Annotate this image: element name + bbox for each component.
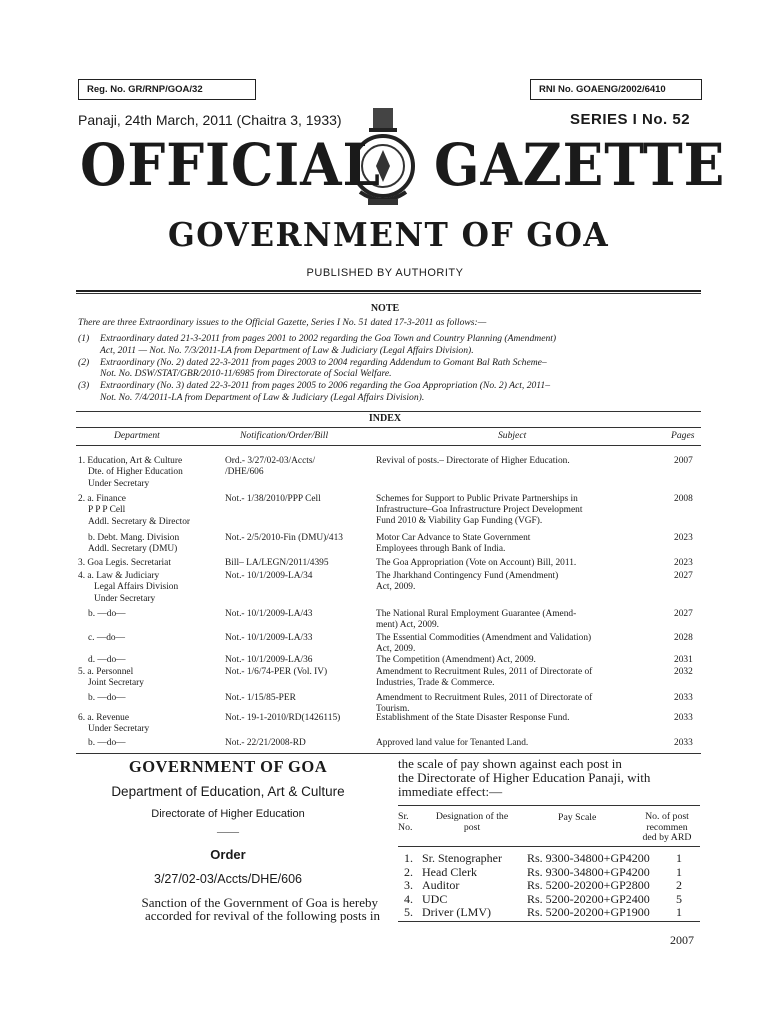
index-col-notification: Notification/Order/Bill [240, 430, 329, 441]
index-department: 3. Goa Legis. Secretariat [78, 558, 171, 568]
index-subject: The Competition (Amendment) Act, 2009. [376, 655, 536, 665]
order-body-line: the scale of pay shown against each post in [398, 756, 622, 771]
note-item-number: (2) [78, 356, 90, 368]
index-notification: Bill– LA/LEGN/2011/4395 [225, 558, 329, 568]
index-department: Under Secretary [88, 724, 150, 735]
index-col-pages: Pages [671, 430, 695, 441]
published-by: PUBLISHED BY AUTHORITY [306, 267, 464, 279]
index-subject: Motor Car Advance to State Government [376, 533, 531, 543]
index-subject: The Goa Appropriation (Vote on Account) Bill, 2011. [376, 558, 577, 568]
index-subject: The Essential Commodities (Amendment and Validation) [376, 633, 592, 643]
reg-number: Reg. No. GR/RNP/GOA/32 [87, 84, 203, 95]
index-notification: Not.- 2/5/2010-Fin (DMU)/413 [225, 533, 343, 543]
index-page: 2033 [674, 693, 693, 703]
header-text: No. of post [645, 811, 689, 822]
pay-row-sr: 3. [404, 878, 413, 892]
index-page: 2032 [674, 667, 693, 677]
index-page: 2031 [674, 655, 693, 665]
index-col-department: Department [114, 430, 160, 441]
page-number: 2007 [670, 933, 694, 947]
index-notification: /DHE/606 [225, 467, 264, 478]
rni-number: RNI No. GOAENG/2002/6410 [539, 84, 666, 95]
pay-row-count: 1 [676, 905, 682, 919]
note-item-text: Extraordinary (No. 2) dated 22-3-2011 from pages 2003 to 2004 regarding Addendum to Gomant Bal Rath Scheme– [100, 356, 547, 368]
pay-row-count: 1 [676, 851, 682, 865]
pay-row-scale: Rs. 5200-20200+GP2800 [527, 878, 650, 892]
index-department: b. —do— [88, 609, 126, 619]
index-notification: Ord.- 3/27/02-03/Accts/ [225, 456, 316, 466]
index-subject: The National Rural Employment Guarantee (Amend- [376, 609, 577, 619]
order-title: Order [210, 847, 246, 862]
index-subject: Amendment to Recruitment Rules, 2011 of Directorate of [376, 667, 593, 677]
index-department: 2. a. Finance [78, 494, 126, 504]
index-page: 2023 [674, 533, 693, 543]
note-item-text: Not. No. DSW/STAT/GBR/2010-11/6985 from Directorate of Social Welfare. [100, 368, 392, 380]
index-department: b. Debt. Mang. Division [88, 533, 180, 543]
index-department: Joint Secretary [88, 678, 144, 689]
order-body-line: the Directorate of Higher Education Panaji, with [398, 770, 651, 785]
index-heading: INDEX [368, 413, 402, 424]
pay-row-scale: Rs. 5200-20200+GP1900 [527, 905, 650, 919]
masthead-official: OFFICIAL [80, 131, 381, 199]
index-department: 1. Education, Art & Culture [78, 456, 183, 466]
index-subject: The Jharkhand Contingency Fund (Amendment) [376, 571, 559, 581]
index-page: 2027 [674, 609, 693, 619]
header-text: post [463, 821, 481, 833]
index-subject: Employees through Bank of India. [376, 543, 506, 554]
index-subject: Schemes for Support to Public Private Partnerships in [376, 494, 578, 504]
index-notification: Not.- 1/6/74-PER (Vol. IV) [225, 667, 328, 677]
issue-date: Panaji, 24th March, 2011 (Chaitra 3, 1933) [78, 112, 342, 128]
pay-row-sr: 5. [404, 905, 413, 919]
pay-row-scale: Rs. 9300-34800+GP4200 [527, 864, 650, 879]
note-intro: There are three Extraordinary issues to the Official Gazette, Series I No. 51 dated 17-3-2011 as follows:— [78, 317, 487, 328]
index-department: Under Secretary [88, 478, 150, 489]
index-notification: Not.- 19-1-2010/RD(1426115) [225, 713, 341, 723]
pay-row-post: Sr. Stenographer [422, 851, 502, 865]
order-separator: —— [217, 826, 239, 838]
index-notification: Not.- 10/1/2009-LA/33 [225, 633, 313, 643]
note-heading: NOTE [370, 303, 400, 314]
note-item-text: Act, 2011 — Not. No. 7/3/2011-LA from Department of Law & Judiciary (Legal Affairs Division). [100, 344, 474, 356]
index-department: 6. a. Revenue [78, 713, 130, 723]
pay-row-scale: Rs. 5200-20200+GP2400 [527, 891, 650, 906]
index-notification: Not.- 10/1/2009-LA/36 [225, 655, 313, 665]
index-subject: Revival of posts.– Directorate of Higher Education. [376, 456, 570, 466]
index-subject: Amendment to Recruitment Rules, 2011 of Directorate of [376, 693, 593, 703]
index-subject: Infrastructure–Goa Infrastructure Project Development [376, 504, 583, 515]
pay-row-post: Auditor [422, 878, 460, 892]
index-department: P P P Cell [88, 505, 126, 516]
masthead-government: GOVERNMENT OF GOA [168, 215, 610, 254]
pay-table-header-scale: Pay Scale [558, 812, 597, 823]
index-department: Dte. of Higher Education [88, 467, 183, 478]
index-subject: ment) Act, 2009. [376, 619, 440, 630]
index-subject: Act, 2009. [376, 643, 416, 654]
index-notification: Not.- 1/38/2010/PPP Cell [225, 494, 321, 504]
index-page: 2033 [674, 738, 693, 748]
pay-row-count: 5 [676, 891, 682, 906]
order-government: GOVERNMENT OF GOA [128, 757, 328, 776]
index-department: b. —do— [88, 693, 126, 703]
index-col-subject: Subject [498, 430, 527, 441]
index-subject: Approved land value for Tenanted Land. [376, 738, 529, 748]
note-item-number: (3) [78, 380, 90, 392]
pay-row-count: 2 [676, 878, 682, 892]
order-body-line: accorded for revival of the following posts in [144, 908, 380, 923]
index-page: 2007 [674, 456, 693, 466]
pay-row-post: Driver (LMV) [422, 905, 491, 919]
index-page: 2023 [674, 558, 693, 568]
order-body-line: immediate effect:— [398, 784, 503, 799]
order-body-line: Sanction of the Government of Goa is hereby [141, 895, 378, 910]
index-department: d. —do— [88, 655, 126, 665]
pay-row-sr: 4. [404, 891, 413, 906]
index-notification: Not.- 10/1/2009-LA/43 [225, 609, 313, 619]
masthead-gazette: GAZETTE [434, 131, 726, 199]
order-directorate: Directorate of Higher Education [151, 808, 305, 820]
pay-row-post: Head Clerk [422, 864, 477, 879]
header-text: Sr. [398, 811, 409, 822]
index-department: Under Secretary [94, 593, 156, 604]
note-item-text: Not. No. 7/4/2011-LA from Department of Law & Judiciary (Legal Affairs Division). [100, 391, 425, 403]
order-number: 3/27/02-03/Accts/DHE/606 [154, 872, 302, 886]
pay-row-count: 1 [676, 864, 682, 879]
index-subject: Establishment of the State Disaster Response Fund. [376, 713, 570, 723]
pay-row-sr: 1. [404, 851, 413, 865]
note-item-text: Extraordinary dated 21-3-2011 from pages 2001 to 2002 regarding the Goa Town and Country Planning (Amendment) [100, 333, 557, 344]
index-department: b. —do— [88, 738, 126, 748]
index-notification: Not.- 10/1/2009-LA/34 [225, 571, 313, 581]
pay-row-scale: Rs. 9300-34800+GP4200 [527, 851, 650, 865]
pay-row-post: UDC [422, 891, 448, 906]
index-subject: Industries, Trade & Commerce. [376, 677, 495, 688]
header-text: ded by ARD [642, 832, 692, 843]
index-department: 5. a. Personnel [78, 667, 134, 677]
index-subject: Tourism. [376, 703, 410, 714]
pay-row-sr: 2. [404, 864, 413, 879]
index-department: c. —do— [88, 633, 125, 643]
order-department: Department of Education, Art & Culture [111, 784, 345, 799]
index-notification: Not.- 1/15/85-PER [225, 693, 296, 703]
note-item-number: (1) [78, 333, 90, 344]
index-page: 2028 [674, 633, 693, 643]
index-page: 2027 [674, 571, 693, 581]
header-text: recommen [646, 821, 688, 833]
index-department: 4. a. Law & Judiciary [78, 571, 160, 581]
header-text: Designation of the [435, 811, 509, 822]
divider [398, 921, 700, 922]
index-department: Legal Affairs Division [94, 582, 179, 593]
series-number: SERIES I No. 52 [570, 111, 691, 128]
index-department: Addl. Secretary (DMU) [88, 544, 178, 555]
index-page: 2033 [674, 713, 693, 723]
header-text: No. [398, 821, 413, 833]
index-notification: Not.- 22/21/2008-RD [225, 738, 306, 748]
note-item-text: Extraordinary (No. 3) dated 22-3-2011 from pages 2005 to 2006 regarding the Goa Appropriation (No. 2) Act, 2011– [100, 380, 550, 392]
index-page: 2008 [674, 494, 693, 504]
index-department: Addl. Secretary & Director [88, 516, 191, 527]
index-subject: Act, 2009. [376, 581, 416, 592]
index-subject: Fund 2010 & Viability Gap Funding (VGF). [376, 515, 543, 526]
